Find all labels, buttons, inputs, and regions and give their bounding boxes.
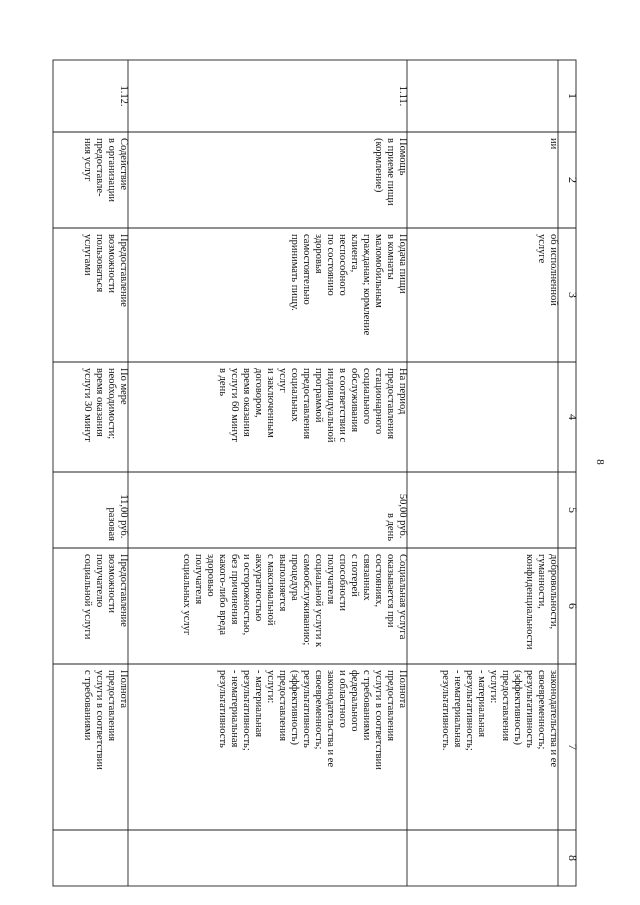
cont-col-7-line: результативность; [464, 670, 475, 751]
header-col-2: 2 [566, 177, 580, 183]
row-1-12-terms: По мере необходимости; время оказания услуги 30 минут [82, 368, 129, 442]
row-1-11-conditions: Социальная услуга оказывается при состояниях, связанных с потерей способности получателя социальной услуги к самообслуживанию; процедура выполняется с максимальной аккуратностью и осторожностью, без причинения какого-либо вреда здоровью получателя социальных услуг [181, 554, 408, 648]
cont-col-2-line: ии [548, 138, 559, 150]
row-1-12-service-name: Содействие в организации предоставле- ния услуг [82, 138, 129, 202]
header-col-4: 4 [566, 414, 580, 420]
row-1-11-terms: На период предоставления стационарного социального обслуживания в соответствии с индивидуальной программой предоставления социальных услуг и заключенным договором, время оказания услуги 60 минут в день [217, 368, 408, 443]
cont-col-6-line: добровольности, [548, 554, 559, 630]
row-1-11-number: 1.11. [397, 85, 408, 107]
header-col-1: 1 [566, 93, 580, 99]
cont-col-7-line: (эффективность) [512, 670, 523, 745]
cont-col-7-line: предоставления [500, 670, 511, 742]
row-1-11-description: Подача пищи в комнаты маломобильным гражданам; кормление клиента, неспособного по состоянию здоровья самостоятельно принимать пищу. [289, 234, 408, 336]
row-1-12-quality: Полнота предоставления услуги в соответствии с требованиями [82, 670, 129, 770]
row-1-11-quality: Полнота предоставления услуги в соответствии с требованиями федерального и областного законодательства и ее своевременность; результативность (эффективность) предоставления услуги: - материальная результативность; - нематериальная результативность [217, 670, 408, 770]
row-1-12-conditions: Предоставление возможности получателю социальной услуги [82, 554, 129, 640]
header-col-8: 8 [566, 855, 580, 861]
cont-col-3-line: об исполненной [548, 234, 559, 306]
row-1-12-number: 1.12. [118, 85, 129, 107]
row-1-11-service-name: Помощь в приеме пищи (кормление) [373, 138, 408, 206]
cont-col-6-line: конфиденциальности [524, 554, 535, 650]
cont-col-7-line: - материальная [476, 670, 487, 738]
cont-col-7-line: законодательства и ее [548, 670, 559, 768]
cont-col-3-line: услуге [536, 234, 547, 264]
cont-col-7-line: результативность [524, 670, 535, 748]
cont-col-2 [548, 138, 559, 150]
cont-col-7-line: услуги: [488, 670, 499, 704]
page-number: 8 [594, 459, 606, 465]
header-col-3: 3 [566, 292, 580, 298]
row-1-12-price: 11,00 руб. разовая [106, 494, 129, 541]
row-1-11-price: 50,00 руб. в день [385, 493, 408, 541]
cont-col-6-line: гуманности, [536, 554, 547, 609]
header-col-6: 6 [566, 603, 580, 609]
cont-col-7-line: - нематериальная [452, 670, 463, 748]
cont-col-7-line: результативность. [440, 670, 451, 751]
cont-col-7-line: своевременность; [536, 670, 547, 750]
header-col-7: 7 [566, 744, 580, 750]
header-col-5: 5 [566, 507, 580, 513]
row-1-12-description: Предоставление возможности пользоваться услугами [82, 234, 129, 307]
